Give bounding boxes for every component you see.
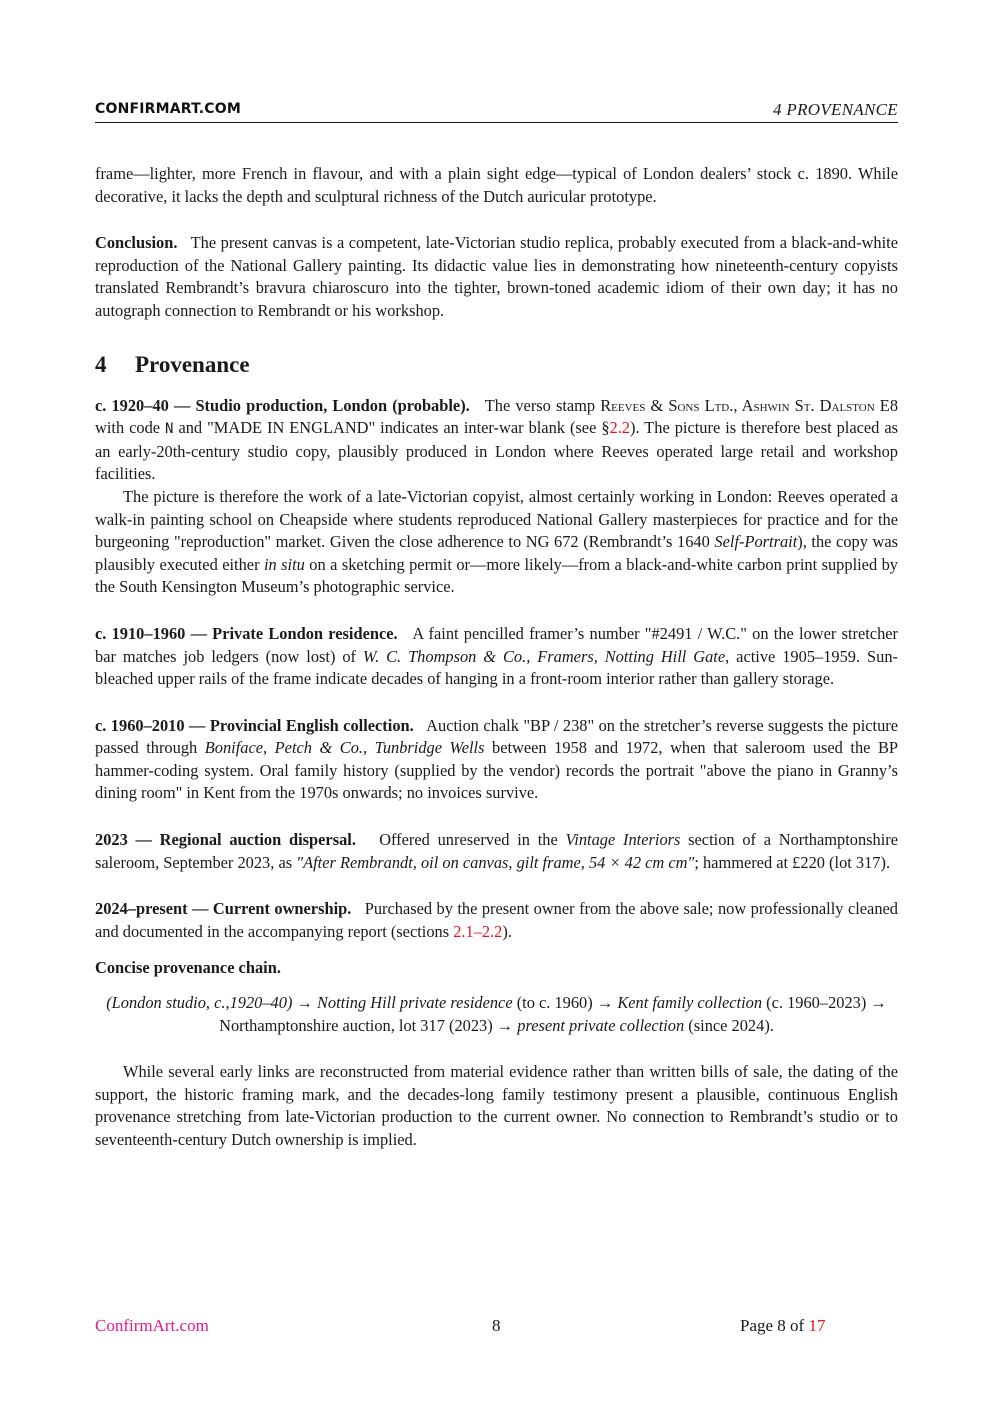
chain-heading: Concise provenance chain.: [95, 958, 281, 978]
section-link[interactable]: 2.2: [609, 418, 631, 438]
section-title: Provenance: [135, 351, 250, 377]
entry-text: Purchased by the present owner from the above sale; now professionally cleaned and documented in the accompanying report (sections: [95, 899, 898, 941]
verso-stamp: Reeves & Sons Ltd., Ashwin St. Dalston: [600, 395, 875, 415]
page-number: 8: [492, 1316, 501, 1335]
chain-date: (c. 1960–2023): [762, 993, 867, 1013]
chain-step: (London studio, c.,1920–40): [106, 993, 293, 1013]
running-head: 4 PROVENANCE: [773, 100, 898, 119]
continuation-paragraph: frame—lighter, more French in flavour, and with a plain sight edge—typical of London dealers’ stock c. 1890. While decorative, it lacks the depth and sculptural richness of the Dutch auricular prototype.: [95, 164, 898, 206]
footer-site-link[interactable]: ConfirmArt.com: [95, 1316, 209, 1335]
chain-date: (since 2024).: [684, 1015, 774, 1035]
entry-label: c. 1960–2010 — Provincial English collection.: [95, 715, 414, 735]
stamp-code: N: [165, 421, 174, 438]
provenance-entry-2: [95, 623, 898, 691]
provenance-entry-5: [95, 898, 898, 943]
entry-text: on a sketching permit or—more likely—from a black-and-white carbon print supplied by the South Kensington Museum’s photographic service.: [95, 554, 898, 597]
entry-text: and "MADE IN ENGLAND" indicates an inter-war blank (see §: [173, 418, 610, 438]
chain-step: Kent family collection: [617, 993, 763, 1013]
closing-paragraph: While several early links are reconstructed from material evidence rather than written bills of sale, the dating of the support, the historic framing mark, and the decades-long family testimony present a plausible, continuous English provenance stretching from late-Victorian production to the current owner. No connection to Rembrandt’s studio or to seventeenth-century Dutch ownership is implied.: [95, 1062, 898, 1149]
entry-text: , active 1905–1959. Sun-bleached upper rails of the frame indicate decades of hanging in a front-room interior rather than gallery storage.: [95, 646, 898, 689]
entry-text: ). The picture is therefore best placed as an early-20th-century studio copy, plausibly produced in London where Reeves operated large retail and workshop facilities.: [95, 418, 898, 484]
entry-text: ), the copy was plausibly executed either: [95, 532, 898, 574]
conclusion-text: The present canvas is a competent, late-Victorian studio replica, probably executed from a black-and-white reproduction of the National Gallery painting. Its didactic value lies in demonstrating how nineteenth-century copyists translated Rembrandt’s bravura chiaroscuro into the tighter, brown-toned academic idiom of their own day; it has no autograph connection to Rembrandt or his workshop.: [95, 233, 898, 320]
conclusion-label: Conclusion.: [95, 233, 178, 253]
entry-text: ).: [502, 921, 512, 941]
saleroom-name: Boniface, Petch & Co., Tunbridge Wells: [204, 738, 485, 758]
framer-name: W. C. Thompson & Co., Framers, Notting Hill Gate: [362, 646, 726, 666]
entry-text: Offered unreserved in the: [379, 830, 566, 850]
section-link[interactable]: 2.1–2.2: [453, 921, 503, 941]
provenance-entry-1-continued: [95, 486, 898, 599]
conclusion-paragraph: [95, 232, 898, 322]
arrow-icon: →: [492, 1015, 518, 1035]
entry-text: E8 with code: [95, 395, 899, 438]
entry-text: section of a Northamptonshire saleroom, September 2023, as: [95, 830, 899, 872]
entry-label: c. 1910–1960 — Private London residence.: [95, 623, 398, 643]
lot-description: "After Rembrandt, oil on canvas, gilt frame, 54 × 42 cm cm": [296, 852, 695, 872]
chain-step: Notting Hill private residence: [317, 993, 513, 1013]
chain-step: present private collection: [517, 1015, 685, 1035]
entry-text: between 1958 and 1972, when that saleroom used the BP hammer-coding system. Oral family history (supplied by the vendor) records the portrait "above the piano in Granny’s dining room" in Kent from the 1970s onwards; no invoices survive.: [95, 738, 899, 803]
entry-text: ; hammered at £220 (lot 317).: [694, 852, 891, 872]
page-header: [95, 98, 898, 123]
entry-italic: in situ: [263, 554, 305, 574]
arrow-icon: →: [592, 993, 618, 1013]
total-pages-link[interactable]: 17: [808, 1316, 826, 1335]
entry-text: The verso stamp: [484, 395, 601, 415]
document-body: [95, 163, 898, 1152]
chain-step: Northamptonshire auction, lot 317 (2023): [219, 1015, 493, 1035]
provenance-chain: [95, 992, 898, 1037]
arrow-icon: →: [866, 993, 887, 1013]
sale-section: Vintage Interiors: [565, 830, 681, 850]
chain-date: (to c. 1960): [512, 993, 593, 1013]
provenance-entry-1: [95, 395, 898, 486]
section-heading: [95, 351, 898, 379]
entry-label: 2024–present — Current ownership.: [95, 899, 352, 919]
artwork-title: Self-Portrait: [714, 532, 798, 552]
arrow-icon: →: [292, 993, 317, 1013]
provenance-entry-4: [95, 829, 898, 874]
entry-text: The picture is therefore the work of a late-Victorian copyist, almost certainly working in London: Reeves operated a walk-in painting school on Cheapside where students reproduced National Gallery masterpieces for practice and for the burgeoning "reproduction" market. Given the close adherence to NG 672 (Rembrandt’s 1640: [95, 486, 898, 552]
entry-text: A faint pencilled framer’s number "#2491 / W.C." on the lower stretcher bar matches job ledgers (now lost) of: [95, 623, 899, 666]
section-number: 4: [95, 351, 107, 377]
page-footer: [95, 1316, 898, 1338]
entry-text: Auction chalk "BP / 238" on the stretcher’s reverse suggests the picture passed through: [95, 715, 899, 758]
entry-label: 2023 — Regional auction dispersal.: [95, 830, 356, 850]
page-of-label: Page 8 of: [740, 1316, 809, 1335]
provenance-entry-3: [95, 715, 898, 805]
confirmart-logo[interactable]: CONFIRMART.COM: [95, 101, 242, 117]
page-of-total: [740, 1316, 825, 1336]
entry-label: c. 1920–40 — Studio production, London (probable).: [95, 395, 470, 415]
